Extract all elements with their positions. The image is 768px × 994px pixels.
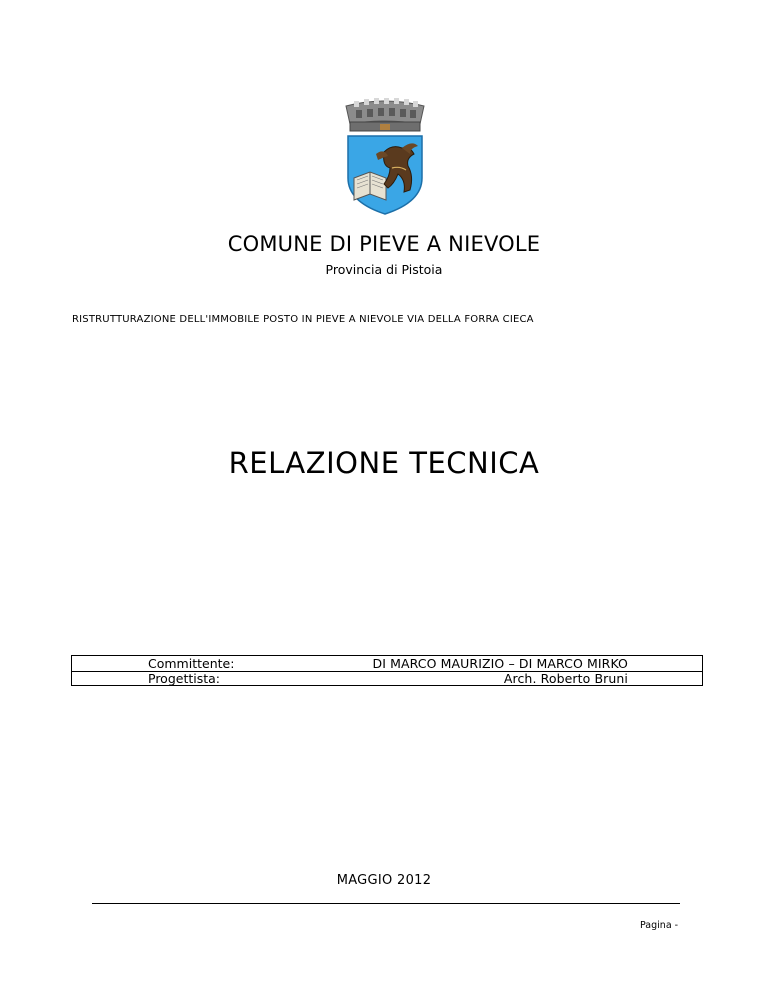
designer-value: Arch. Roberto Bruni — [503, 671, 628, 686]
coat-of-arms-icon — [340, 96, 430, 218]
table-row-designer — [72, 671, 702, 686]
page-number-label: Pagina - — [640, 920, 679, 931]
province-name: Provincia di Pistoia — [325, 262, 443, 277]
crown-icon — [346, 98, 424, 131]
info-table — [71, 655, 703, 686]
designer-label: Progettista: — [148, 671, 221, 686]
project-description: RISTRUTTURAZIONE DELL'IMMOBILE POSTO IN PIEVE A NIEVOLE VIA DELLA FORRA CIECA — [72, 314, 534, 325]
municipality-name: COMUNE DI PIEVE A NIEVOLE — [227, 232, 541, 256]
table-row-client — [72, 656, 702, 672]
footer-divider — [92, 903, 680, 904]
document-date: MAGGIO 2012 — [336, 873, 432, 888]
client-value: DI MARCO MAURIZIO – DI MARCO MIRKO — [372, 656, 628, 671]
document-title: RELAZIONE TECNICA — [228, 446, 540, 480]
client-label: Committente: — [148, 656, 235, 671]
